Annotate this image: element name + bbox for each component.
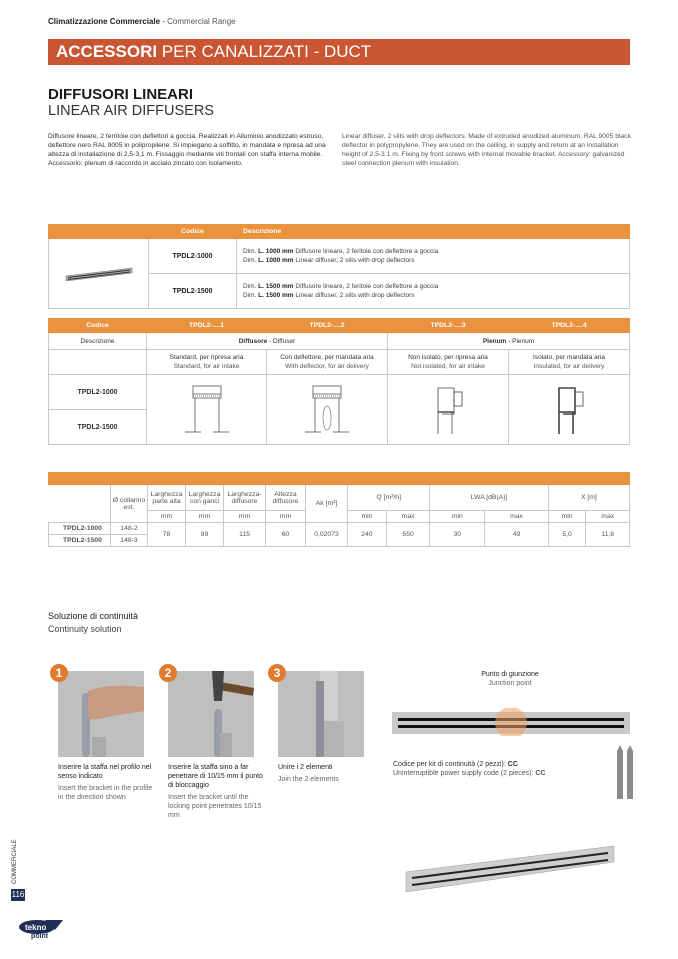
product-codes-table: [48, 224, 630, 309]
col-noise: LWA [dB(A)]: [430, 485, 548, 511]
section-title-en: LINEAR AIR DIFFUSERS: [48, 103, 214, 119]
descrizione-label: Descrizione: [49, 333, 147, 350]
header-descrizione: Descrizione: [237, 225, 630, 239]
product-image: [49, 239, 149, 309]
junction-diffuser-image: [392, 708, 632, 736]
col-throw: X [m]: [548, 485, 629, 511]
col-height: Altezza diffusore: [266, 485, 306, 511]
breadcrumb-section: Climatizzazione Commerciale: [48, 17, 161, 26]
technical-data-table: Ø collarino est. Larghezza parte alta Larghezza con ganci Larghezza-diffusore Altezza diffusore Ak [m²] Q [m³/h] LWA [dB(A)] X [m] mm mm mm mm min max min max min max TPDL2-1000 148-2 78 89 115 60 0,02073 240 550 30 49 5,0 11,8 TPDL2-1500 148-3: [48, 472, 630, 547]
description-en: Linear diffuser, 2 slits with drop deflectors. Made of extruded anodized aluminum, RAL 9005 black deflector in polypropylene. They are used on the ceiling, in supply and return at an installation height of 2.5-3.1 m. Fixing by front screws with internal movable bracket. Accessory: galvanized steel connection plenum with insulation.: [342, 133, 631, 167]
svg-text:point: point: [31, 933, 49, 940]
variant-code: TPDL2-1000: [49, 375, 147, 410]
table-row: TPDL2-1500 148-3: [49, 535, 630, 547]
junction-label: Punto di giunzione Junction point: [481, 671, 539, 687]
standard-diffuser-drawing-icon: [177, 380, 237, 438]
col-width-top: Larghezza parte alta: [148, 485, 186, 511]
diffuser-perspective-image: [402, 838, 618, 894]
step-1-text: Inserire la staffa nel profilo nel senso indicato Insert the bracket in the profile in the direction shown: [58, 764, 153, 801]
page-number: 116: [11, 890, 25, 899]
variants-table: Codice TPDL2-....1 TPDL2-....2 TPDL2-....3 TPDL2-....4 Descrizione Diffusore - Diffuser Plenum - Plenum Standard, per ripresa aria Standard, for air intake Con deflettore, per mandata aria With deflector, for air delivery Non isolato, per ripresa aria Not isolated, for air intake Isolato, per mandata aria Insulated, for air delivery TPDL2-1000 TPDL2-1500: [48, 318, 630, 445]
step-3-text: Unire i 2 elementi Join the 2 elements: [278, 764, 339, 783]
tekno-point-logo: [15, 918, 65, 940]
breadcrumb: Climatizzazione Commerciale - Commercial Range: [48, 17, 236, 26]
section-title-it: DIFFUSORI LINEARI: [48, 86, 193, 103]
drawing-plenum: [388, 375, 509, 445]
step-3-photo: [278, 671, 364, 757]
deflector-diffuser-drawing-icon: [297, 380, 357, 438]
step-2-photo: [168, 671, 254, 757]
step-3-badge: 3: [268, 664, 286, 682]
product-description: Dim. L. 1500 mm Diffusore lineare, 2 feritoie con deflettore a goccia Dim. L. 1500 mm Linear diffuser, 2 slits with drop deflectors: [237, 274, 630, 309]
variant-1: Standard, per ripresa aria Standard, for air intake: [147, 350, 267, 375]
description-it: Diffusore lineare, 2 ferritoie con deflettori a goccia. Realizzati in Alluminio anodizzato estruso, deflettore nero RAL 9005 in polipropilene. Si impiegano a soffitto, in mandata e ripresa ad una altezza di installazione di 2,5-3,1 m. Fissaggio mediante viti frontali con staffa interna mobile. Accessorio: plenum di raccordo in acciaio zincato con isolamento.: [48, 133, 326, 167]
header-codice: Codice: [149, 225, 237, 239]
continuity-subtitle: Continuity solution: [48, 624, 122, 634]
continuity-title: Soluzione di continuità: [48, 611, 139, 621]
kit-code-text: Codice per kit di continuità (2 pezzi): CC Uninterruptible power supply code (2 pieces): CC: [393, 761, 546, 777]
linear-diffuser-image: [64, 265, 134, 281]
step-2-text: Inserire la staffa sino a far penetrare di 10/15 mm il punto di bloccaggio Insert the bracket until the locking point penetrates 10/15 mm: [168, 764, 263, 819]
side-section-label: COMMERCIALE: [12, 839, 18, 884]
variant-2: Con deflettore, per mandata aria With deflector, for air delivery: [267, 350, 388, 375]
product-code: TPDL2-1000: [149, 239, 237, 274]
step-2-badge: 2: [159, 664, 177, 682]
variant-4: Isolato, per mandata aria Insulated, for air delivery: [509, 350, 630, 375]
product-code: TPDL2-1500: [149, 274, 237, 309]
step-1-badge: 1: [50, 664, 68, 682]
step-1-photo: [58, 671, 144, 757]
col-area: Ak [m²]: [306, 485, 348, 523]
variant-code: TPDL2-1500: [49, 410, 147, 445]
group-plenum: Plenum - Plenum: [388, 333, 630, 350]
table-row: TPDL2-1000 148-2 78 89 115 60 0,02073 240 550 30 49 5,0 11,8: [49, 523, 630, 535]
col-flow: Q [m³/h]: [348, 485, 430, 511]
group-diffuser: Diffusore - Diffuser: [147, 333, 388, 350]
col-collar: Ø collarino est.: [111, 485, 148, 523]
plenum-drawing-icon: [428, 380, 468, 438]
drawing-insulated-plenum: [509, 375, 630, 445]
table-row: [49, 239, 630, 274]
continuity-bracket-image: [614, 745, 636, 801]
drawing-deflector: [267, 375, 388, 445]
insulated-plenum-drawing-icon: [549, 380, 589, 438]
drawing-standard: [147, 375, 267, 445]
variant-3: Non isolato, per ripresa aria Not isolated, for air intake: [388, 350, 509, 375]
page-banner: ACCESSORI PER CANALIZZATI - DUCT: [48, 39, 630, 65]
col-width-hooks: Larghezza con ganci: [186, 485, 224, 511]
breadcrumb-range: Commercial Range: [167, 17, 236, 26]
product-description: Dim. L. 1000 mm Diffusore lineare, 2 feritoie con deflettore a goccia Dim. L. 1000 mm Linear diffuser, 2 slits with drop deflectors: [237, 239, 630, 274]
svg-text:tekno: tekno: [25, 923, 47, 932]
col-width-diffuser: Larghezza-diffusore: [224, 485, 266, 511]
